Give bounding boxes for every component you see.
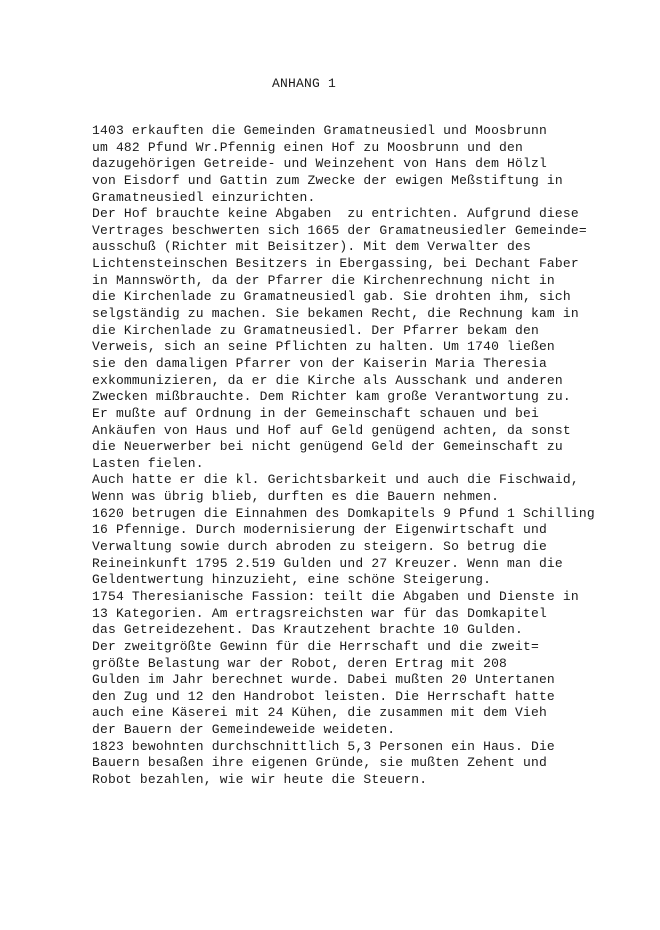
text-line: die Kirchenlade zu Gramatneusiedl. Der Pfarrer bekam den bbox=[92, 322, 539, 338]
text-line: 1403 erkauften die Gemeinden Gramatneusiedl und Moosbrunn bbox=[92, 123, 547, 138]
text-line: auch eine Käserei mit 24 Kühen, die zusammen mit dem Vieh bbox=[92, 705, 547, 721]
text-line: Verweis, sich an seine Pflichten zu halten. Um 1740 ließen bbox=[92, 339, 555, 355]
text-line: von Eisdorf und Gattin zum Zwecke der ewigen Meßstiftung in bbox=[92, 172, 563, 188]
text-line: 13 Kategorien. Am ertragsreichsten war für das Domkapitel bbox=[92, 605, 547, 621]
text-line: Reineinkunft 1795 2.519 Gulden und 27 Kreuzer. Wenn man die bbox=[92, 555, 563, 571]
text-line: Bauern besaßen ihre eigenen Gründe, sie mußten Zehent und bbox=[92, 755, 547, 771]
text-line: Lasten fielen. bbox=[92, 455, 204, 471]
text-line: ausschuß (Richter mit Beisitzer). Mit dem Verwalter des bbox=[92, 239, 531, 255]
page-heading: ANHANG 1 bbox=[272, 76, 337, 91]
text-line: Der Hof brauchte keine Abgaben zu entrichten. Aufgrund diese bbox=[92, 206, 579, 222]
text-line: dazugehörigen Getreide- und Weinzehent von Hans dem Hölzl bbox=[92, 156, 547, 172]
text-line: exkommunizieren, da er die Kirche als Ausschank und anderen bbox=[92, 372, 563, 388]
text-line: Gramatneusiedl einzurichten. bbox=[92, 189, 316, 205]
text-line: Zwecken mißbrauchte. Dem Richter kam große Verantwortung zu. bbox=[92, 389, 571, 405]
text-line: Robot bezahlen, wie wir heute die Steuern. bbox=[92, 771, 428, 787]
text-line: selgständig zu machen. Sie bekamen Recht, die Rechnung kam in bbox=[92, 306, 579, 322]
text-line: 16 Pfennige. Durch modernisierung der Eigenwirtschaft und bbox=[92, 522, 547, 538]
text-line: sie den damaligen Pfarrer von der Kaiserin Maria Theresia bbox=[92, 355, 547, 371]
text-line: in Mannswörth, da der Pfarrer die Kirchenrechnung nicht in bbox=[92, 272, 555, 288]
text-line: Er mußte auf Ordnung in der Gemeinschaft schauen und bei bbox=[92, 405, 539, 421]
text-line: das Getreidezehent. Das Krautzehent brachte 10 Gulden. bbox=[92, 622, 523, 638]
text-line: Ankäufen von Haus und Hof auf Geld genügend achten, da sonst bbox=[92, 422, 571, 438]
text-line: Lichtensteinschen Besitzers in Ebergassing, bei Dechant Faber bbox=[92, 256, 579, 272]
document-body bbox=[92, 123, 652, 789]
text-line: die Neuerwerber bei nicht genügend Geld der Gemeinschaft zu bbox=[92, 439, 563, 455]
text-line: Der zweitgrößte Gewinn für die Herrschaft und die zweit= bbox=[92, 638, 539, 654]
text-line: 1823 bewohnten durchschnittlich 5,3 Personen ein Haus. Die bbox=[92, 738, 555, 754]
text-line: 1620 betrugen die Einnahmen des Domkapitels 9 Pfund 1 Schilling bbox=[92, 505, 595, 521]
text-line: Verwaltung sowie durch abroden zu steigern. So betrug die bbox=[92, 539, 547, 555]
text-line: Gulden im Jahr berechnet wurde. Dabei mußten 20 Untertanen bbox=[92, 672, 555, 688]
text-line: Auch hatte er die kl. Gerichtsbarkeit und auch die Fischwaid, bbox=[92, 472, 579, 488]
text-line: um 482 Pfund Wr.Pfennig einen Hof zu Moosbrunn und den bbox=[92, 139, 523, 155]
text-line: größte Belastung war der Robot, deren Ertrag mit 208 bbox=[92, 655, 508, 671]
text-line: der Bauern der Gemeindeweide weideten. bbox=[92, 722, 396, 738]
text-line: Geldentwertung hinzuzieht, eine schöne Steigerung. bbox=[92, 572, 492, 588]
text-line: die Kirchenlade zu Gramatneusiedl gab. Sie drohten ihm, sich bbox=[92, 289, 571, 305]
text-line: 1754 Theresianische Fassion: teilt die Abgaben und Dienste in bbox=[92, 588, 579, 604]
text-line: den Zug und 12 den Handrobot leisten. Die Herrschaft hatte bbox=[92, 688, 555, 704]
text-line: Wenn was übrig blieb, durften es die Bauern nehmen. bbox=[92, 489, 500, 505]
text-line: Vertrages beschwerten sich 1665 der Gramatneusiedler Gemeinde= bbox=[92, 222, 587, 238]
